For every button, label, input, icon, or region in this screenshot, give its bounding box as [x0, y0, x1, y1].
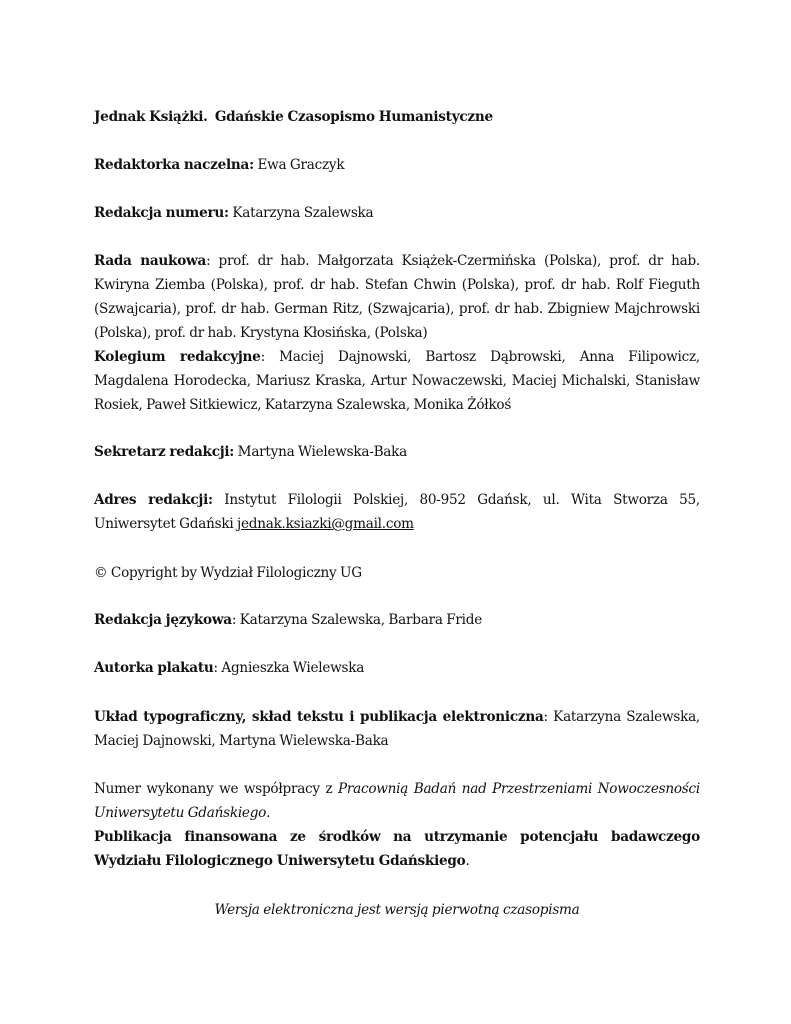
footer-note — [94, 898, 700, 922]
language-editing — [94, 608, 700, 632]
copyright: © Copyright by Wydział Filologiczny UG — [94, 565, 362, 581]
cooperation-lab: Pracownią Badań nad Przestrzeniami Nowoczesności Uniwersytetu Gdańskiego — [94, 781, 700, 821]
language-editing-label: Redakcja językowa — [94, 612, 232, 628]
journal-subtitle: Gdańskie Czasopismo Humanistyczne — [214, 109, 493, 125]
editor-in-chief-value: Ewa Graczyk — [257, 157, 345, 173]
poster-author-label: Autorka plakatu — [94, 660, 214, 676]
scientific-board-label: Rada naukowa — [94, 253, 207, 269]
funding-text: Publikacja finansowana ze środków na utrzymanie potencjału badawczego Wydziału Filologicznego Uniwersytetu Gdańskiego — [94, 829, 700, 869]
poster-author — [94, 656, 700, 680]
scientific-board-value: : prof. dr hab. Małgorzata Książek-Czermińska (Polska), prof. dr hab. Kwiryna Ziemba (Polska), prof. dr hab. Stefan Chwin (Polska), prof. dr hab. Rolf Fieguth (Szwajcaria), prof. dr hab. German Ritz, (Szwajcaria), prof. dr hab. Zbigniew Majchrowski (Polska), prof. dr hab. Krystyna Kłosińska, (Polska) — [94, 253, 700, 341]
issue-editor-value: Katarzyna Szalewska — [232, 205, 374, 221]
journal-title-main: Jednak Książki. — [94, 109, 208, 125]
editorial-board-label: Kolegium redakcyjne — [94, 349, 261, 365]
issue-editor-label: Redakcja numeru: — [94, 205, 229, 221]
cooperation-suffix: . — [266, 805, 271, 821]
secretary-label: Sekretarz redakcji: — [94, 444, 235, 460]
editorial-board — [94, 345, 700, 417]
funding — [94, 825, 700, 873]
editor-in-chief-label: Redaktorka naczelna: — [94, 157, 254, 173]
typesetting — [94, 705, 700, 753]
scientific-board — [94, 249, 700, 345]
language-editing-value: : Katarzyna Szalewska, Barbara Fride — [231, 612, 483, 628]
journal-title — [94, 105, 700, 129]
typesetting-value: : Katarzyna Szalewska, Maciej Dajnowski, Martyna Wielewska-Baka — [94, 709, 700, 749]
cooperation-prefix: Numer wykonany we współpracy z — [94, 781, 338, 797]
issue-editor — [94, 201, 700, 225]
editor-in-chief — [94, 153, 700, 177]
secretary — [94, 440, 700, 464]
poster-author-value: : Agnieszka Wielewska — [213, 660, 365, 676]
footer-note-text: Wersja elektroniczna jest wersją pierwotną czasopisma — [214, 902, 580, 918]
typesetting-label: Układ typograficzny, skład tekstu i publikacja elektroniczna — [94, 709, 544, 725]
address-value: Instytut Filologii Polskiej, 80-952 Gdańsk, ul. Wita Stworza 55, Uniwersytet Gdański — [94, 492, 701, 532]
funding-suffix: . — [465, 853, 470, 869]
email-link[interactable]: jednak.ksiazki@gmail.com — [237, 516, 414, 532]
cooperation — [94, 777, 700, 825]
secretary-value: Martyna Wielewska-Baka — [237, 444, 408, 460]
editorial-board-value: : Maciej Dajnowski, Bartosz Dąbrowski, Anna Filipowicz, Magdalena Horodecka, Mariusz Kraska, Artur Nowaczewski, Maciej Michalski, Stanisław Rosiek, Paweł Sitkiewicz, Katarzyna Szalewska, Monika Żółkoś — [94, 349, 700, 413]
address-label: Adres redakcji: — [94, 492, 213, 508]
address — [94, 488, 700, 536]
